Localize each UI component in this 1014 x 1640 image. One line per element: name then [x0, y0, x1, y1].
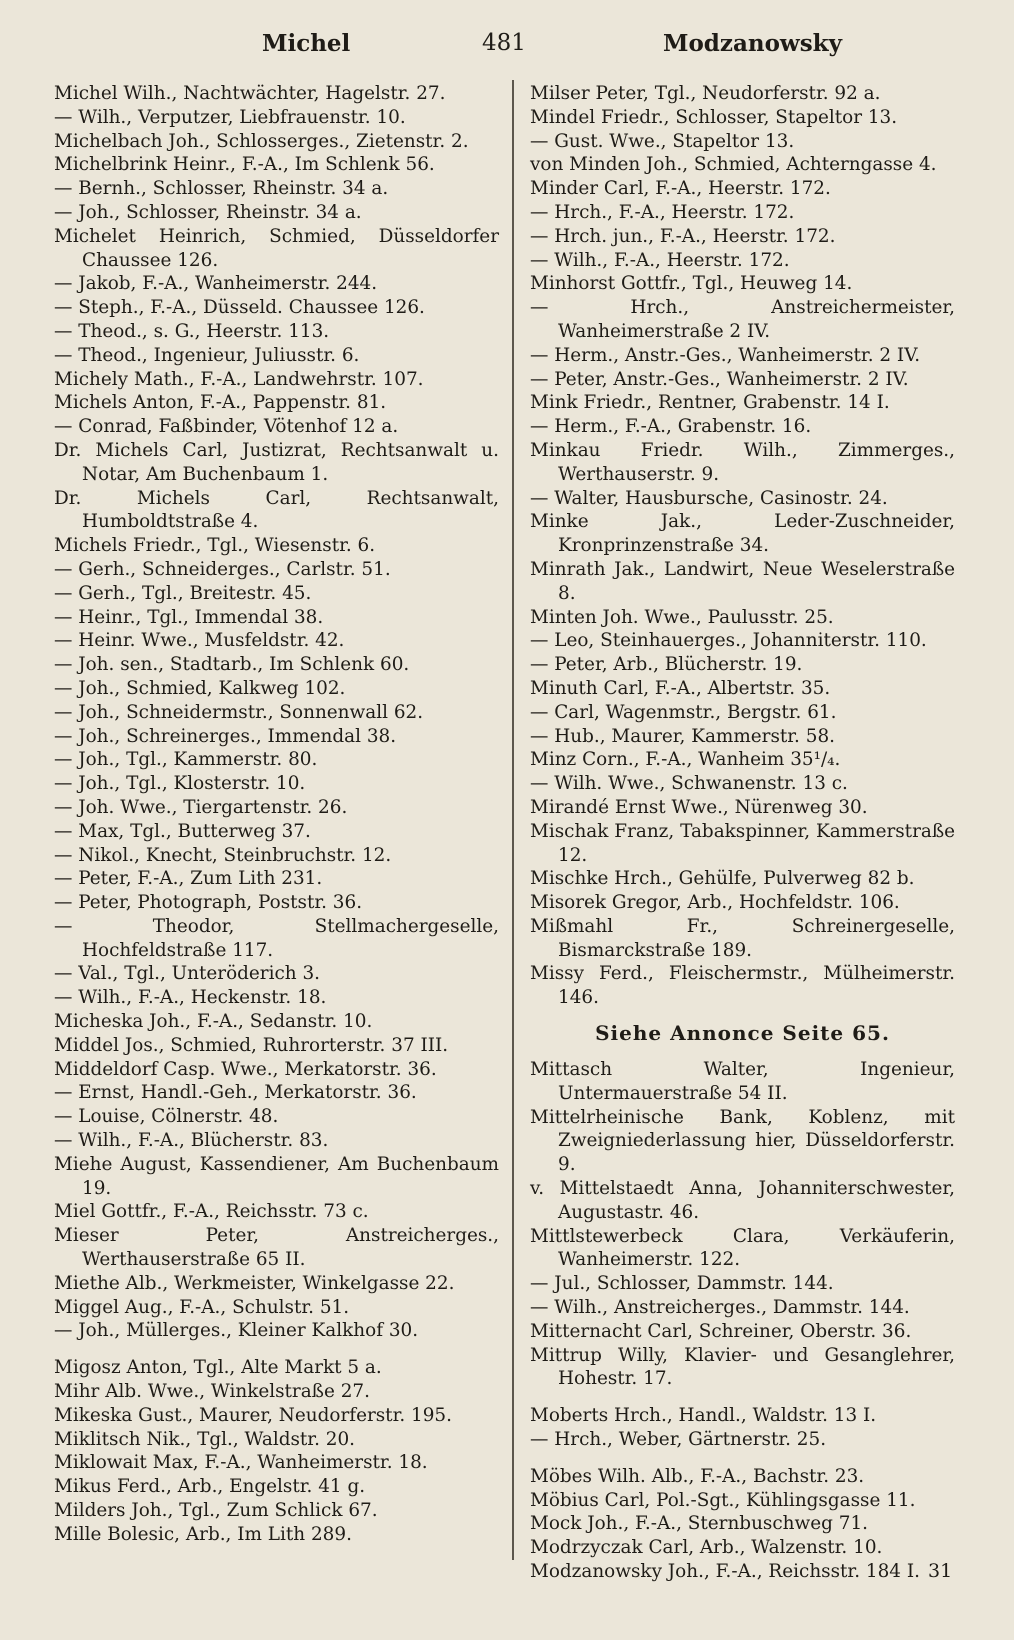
- directory-entry: Mittlstewerbeck Clara, Verkäuferin, Wanheimerstr. 122.: [530, 1225, 955, 1271]
- directory-entry: Miggel Aug., F.-A., Schulstr. 51.: [54, 1296, 350, 1318]
- directory-entry: Dr. Michels Carl, Justizrat, Rechtsanwalt u. Notar, Am Buchenbaum 1.: [54, 439, 499, 485]
- directory-entry: — Heinr., Tgl., Immendal 38.: [54, 606, 324, 628]
- directory-entry: Minrath Jak., Landwirt, Neue Weselerstraße 8.: [530, 558, 955, 604]
- directory-entry: Mittelrheinische Bank, Koblenz, mit Zweigniederlassung hier, Düsseldorferstr. 9.: [530, 1106, 955, 1176]
- sheet-number: 31: [928, 1560, 953, 1582]
- directory-entry: — Joh., Tgl., Kammerstr. 80.: [54, 749, 318, 771]
- directory-entry: — Peter, Arb., Blücherstr. 19.: [530, 654, 803, 676]
- directory-entry: Minke Jak., Leder-Zuschneider, Kronprinzenstraße 34.: [530, 511, 955, 557]
- directory-entry: — Gust. Wwe., Stapeltor 13.: [530, 130, 795, 152]
- directory-entry: von Minden Joh., Schmied, Achterngasse 4.: [530, 154, 937, 176]
- directory-entry: — Wilh., Anstreicherges., Dammstr. 144.: [530, 1297, 910, 1319]
- directory-entry: Miel Gottfr., F.-A., Reichsstr. 73 c.: [54, 1201, 369, 1223]
- directory-entry: Mischke Hrch., Gehülfe, Pulverweg 82 b.: [530, 868, 915, 890]
- directory-entry: Michelbrink Heinr., F.-A., Im Schlenk 56.: [54, 154, 435, 176]
- directory-entry: Mink Friedr., Rentner, Grabenstr. 14 I.: [530, 392, 890, 414]
- directory-entry: Mittasch Walter, Ingenieur, Untermauerstraße 54 II.: [530, 1059, 955, 1104]
- directory-entry: Miethe Alb., Werkmeister, Winkelgasse 22.: [54, 1272, 455, 1294]
- directory-entry: Michels Friedr., Tgl., Wiesenstr. 6.: [54, 535, 376, 557]
- directory-entry: — Steph., F.-A., Düsseld. Chaussee 126.: [54, 297, 425, 319]
- directory-entry: Mirandé Ernst Wwe., Nürenweg 30.: [530, 796, 868, 818]
- directory-entry: Mikus Ferd., Arb., Engelstr. 41 g.: [54, 1476, 366, 1498]
- directory-entry: Moberts Hrch., Handl., Waldstr. 13 I.: [530, 1405, 877, 1427]
- directory-entry: — Joh., Tgl., Klosterstr. 10.: [54, 773, 306, 795]
- directory-entry: Mittrup Willy, Klavier- und Gesanglehrer, Hohestr. 17.: [530, 1344, 955, 1390]
- directory-entry: Modrzyczak Carl, Arb., Walzenstr. 10.: [530, 1537, 883, 1559]
- directory-entry: — Jakob, F.-A., Wanheimerstr. 244.: [54, 273, 378, 295]
- directory-entry: — Wilh., F.-A., Heerstr. 172.: [530, 249, 790, 271]
- header-last-name: Modzanowsky: [663, 30, 842, 57]
- right-column: [530, 82, 955, 1584]
- directory-entry: — Max, Tgl., Butterweg 37.: [54, 820, 311, 842]
- left-column: [54, 82, 499, 1547]
- directory-entry: — Hub., Maurer, Kammerstr. 58.: [530, 725, 835, 747]
- directory-entry: Miklitsch Nik., Tgl., Waldstr. 20.: [54, 1428, 356, 1450]
- directory-entry: — Val., Tgl., Unteröderich 3.: [54, 963, 321, 985]
- directory-entry: Dr. Michels Carl, Rechtsanwalt, Humboldtstraße 4.: [54, 487, 499, 533]
- directory-entry: Milser Peter, Tgl., Neudorferstr. 92 a.: [530, 83, 881, 104]
- directory-entry: — Gerh., Tgl., Breitestr. 45.: [54, 582, 312, 604]
- directory-entry: — Wilh. Wwe., Schwanenstr. 13 c.: [530, 773, 848, 795]
- directory-entry: — Wilh., Verputzer, Liebfrauenstr. 10.: [54, 106, 406, 128]
- directory-entry: — Theodor, Stellmachergeselle, Hochfeldstraße 117.: [54, 915, 499, 961]
- directory-entry: Minuth Carl, F.-A., Albertstr. 35.: [530, 677, 831, 699]
- directory-entry: — Herm., F.-A., Grabenstr. 16.: [530, 416, 812, 438]
- directory-entry: — Heinr. Wwe., Musfeldstr. 42.: [54, 630, 345, 652]
- directory-entry: Mikeska Gust., Maurer, Neudorferstr. 195.: [54, 1404, 452, 1426]
- page-number: 481: [482, 30, 526, 56]
- directory-entry: — Conrad, Faßbinder, Vötenhof 12 a.: [54, 416, 399, 438]
- directory-entry: — Carl, Wagenmstr., Bergstr. 61.: [530, 701, 837, 723]
- page-header: [0, 30, 1014, 70]
- header-first-name: Michel: [262, 30, 351, 57]
- directory-entry: — Hrch., Anstreichermeister, Wanheimerstraße 2 IV.: [530, 297, 955, 342]
- directory-entry: — Ernst, Handl.-Geh., Merkatorstr. 36.: [54, 1082, 417, 1104]
- directory-entry: Minhorst Gottfr., Tgl., Heuweg 14.: [530, 273, 853, 295]
- directory-entry: Michelet Heinrich, Schmied, Düsseldorfer Chaussee 126.: [54, 225, 499, 271]
- directory-entry: Mock Joh., F.-A., Sternbuschweg 71.: [530, 1513, 868, 1535]
- directory-entry: — Joh. Wwe., Tiergartenstr. 26.: [54, 796, 348, 818]
- directory-entry: Mitternacht Carl, Schreiner, Oberstr. 36.: [530, 1320, 912, 1342]
- advertisement-note: Siehe Annonce Seite 65.: [595, 1021, 890, 1046]
- directory-entry: — Bernh., Schlosser, Rheinstr. 34 a.: [54, 178, 389, 200]
- directory-entry: Möbius Carl, Pol.-Sgt., Kühlingsgasse 11.: [530, 1489, 916, 1511]
- directory-entry: Minkau Friedr. Wilh., Zimmerges., Werthauserstr. 9.: [530, 439, 955, 485]
- directory-entry: Michelbach Joh., Schlosserges., Zietenstr. 2.: [54, 130, 469, 152]
- directory-entry: — Herm., Anstr.-Ges., Wanheimerstr. 2 IV.: [530, 344, 921, 366]
- directory-entry: Mindel Friedr., Schlosser, Stapeltor 13.: [530, 106, 898, 128]
- directory-entry: — Hrch. jun., F.-A., Heerstr. 172.: [530, 225, 836, 247]
- directory-entry: — Joh., Schlosser, Rheinstr. 34 a.: [54, 201, 362, 223]
- directory-entry: Misorek Gregor, Arb., Hochfeldstr. 106.: [530, 892, 900, 914]
- directory-entry: Michely Math., F.-A., Landwehrstr. 107.: [54, 368, 424, 390]
- directory-entry: — Leo, Steinhauerges., Johanniterstr. 110.: [530, 630, 927, 652]
- directory-entry: — Jul., Schlosser, Dammstr. 144.: [530, 1273, 834, 1295]
- directory-entry: — Wilh., F.-A., Heckenstr. 18.: [54, 987, 327, 1009]
- directory-entry: Michel Wilh., Nachtwächter, Hagelstr. 27.: [54, 83, 446, 104]
- directory-entry: Mißmahl Fr., Schreinergeselle, Bismarckstraße 189.: [530, 915, 955, 961]
- directory-entry: Micheska Joh., F.-A., Sedanstr. 10.: [54, 1011, 373, 1033]
- directory-entry: — Wilh., F.-A., Blücherstr. 83.: [54, 1130, 329, 1152]
- directory-entry: Möbes Wilh. Alb., F.-A., Bachstr. 23.: [530, 1465, 865, 1487]
- directory-entry: Minder Carl, F.-A., Heerstr. 172.: [530, 178, 831, 200]
- column-divider: [512, 80, 514, 1560]
- directory-entry: — Joh., Schneidermstr., Sonnenwall 62.: [54, 701, 424, 723]
- directory-entry: — Hrch., F.-A., Heerstr. 172.: [530, 201, 795, 223]
- directory-entry: Missy Ferd., Fleischermstr., Mülheimerstr. 146.: [530, 963, 955, 1009]
- directory-entry: Milders Joh., Tgl., Zum Schlick 67.: [54, 1500, 378, 1522]
- directory-entry: — Theod., s. G., Heerstr. 113.: [54, 320, 330, 342]
- directory-entry: — Walter, Hausbursche, Casinostr. 24.: [530, 487, 888, 509]
- directory-entry: Modzanowsky Joh., F.-A., Reichsstr. 184 I.: [530, 1561, 920, 1583]
- directory-entry: Minz Corn., F.-A., Wanheim 35¹/₄.: [530, 749, 841, 771]
- directory-entry: Middel Jos., Schmied, Ruhrorterstr. 37 III.: [54, 1034, 449, 1056]
- directory-entry: Mischak Franz, Tabakspinner, Kammerstraße 12.: [530, 820, 955, 866]
- directory-entry: Mihr Alb. Wwe., Winkelstraße 27.: [54, 1381, 370, 1403]
- directory-entry: Minten Joh. Wwe., Paulusstr. 25.: [530, 606, 834, 628]
- directory-entry: Miehe August, Kassendiener, Am Buchenbaum 19.: [54, 1153, 499, 1199]
- directory-entry: — Joh., Schreinerges., Immendal 38.: [54, 725, 397, 747]
- directory-entry: — Nikol., Knecht, Steinbruchstr. 12.: [54, 844, 392, 866]
- directory-entry: Middeldorf Casp. Wwe., Merkatorstr. 36.: [54, 1058, 437, 1080]
- directory-entry: — Louise, Cölnerstr. 48.: [54, 1106, 279, 1128]
- directory-entry: Migosz Anton, Tgl., Alte Markt 5 a.: [54, 1357, 382, 1379]
- directory-entry: — Hrch., Weber, Gärtnerstr. 25.: [530, 1429, 827, 1451]
- directory-entry: — Joh. sen., Stadtarb., Im Schlenk 60.: [54, 654, 410, 676]
- directory-entry: Mieser Peter, Anstreicherges., Werthauserstraße 65 II.: [54, 1225, 499, 1271]
- directory-entry: — Joh., Müllerges., Kleiner Kalkhof 30.: [54, 1320, 419, 1342]
- directory-entry: — Peter, F.-A., Zum Lith 231.: [54, 868, 323, 890]
- directory-entry: — Peter, Anstr.-Ges., Wanheimerstr. 2 IV.: [530, 368, 909, 390]
- directory-entry: — Gerh., Schneiderges., Carlstr. 51.: [54, 558, 391, 580]
- directory-entry: Michels Anton, F.-A., Pappenstr. 81.: [54, 392, 387, 414]
- directory-entry: — Peter, Photograph, Poststr. 36.: [54, 892, 363, 914]
- directory-entry: v. Mittelstaedt Anna, Johanniterschwester, Augustastr. 46.: [530, 1178, 955, 1223]
- directory-entry: Miklowait Max, F.-A., Wanheimerstr. 18.: [54, 1452, 428, 1474]
- directory-entry: — Theod., Ingenieur, Juliusstr. 6.: [54, 344, 360, 366]
- directory-entry: Mille Bolesic, Arb., Im Lith 289.: [54, 1523, 352, 1545]
- directory-entry: — Joh., Schmied, Kalkweg 102.: [54, 677, 346, 699]
